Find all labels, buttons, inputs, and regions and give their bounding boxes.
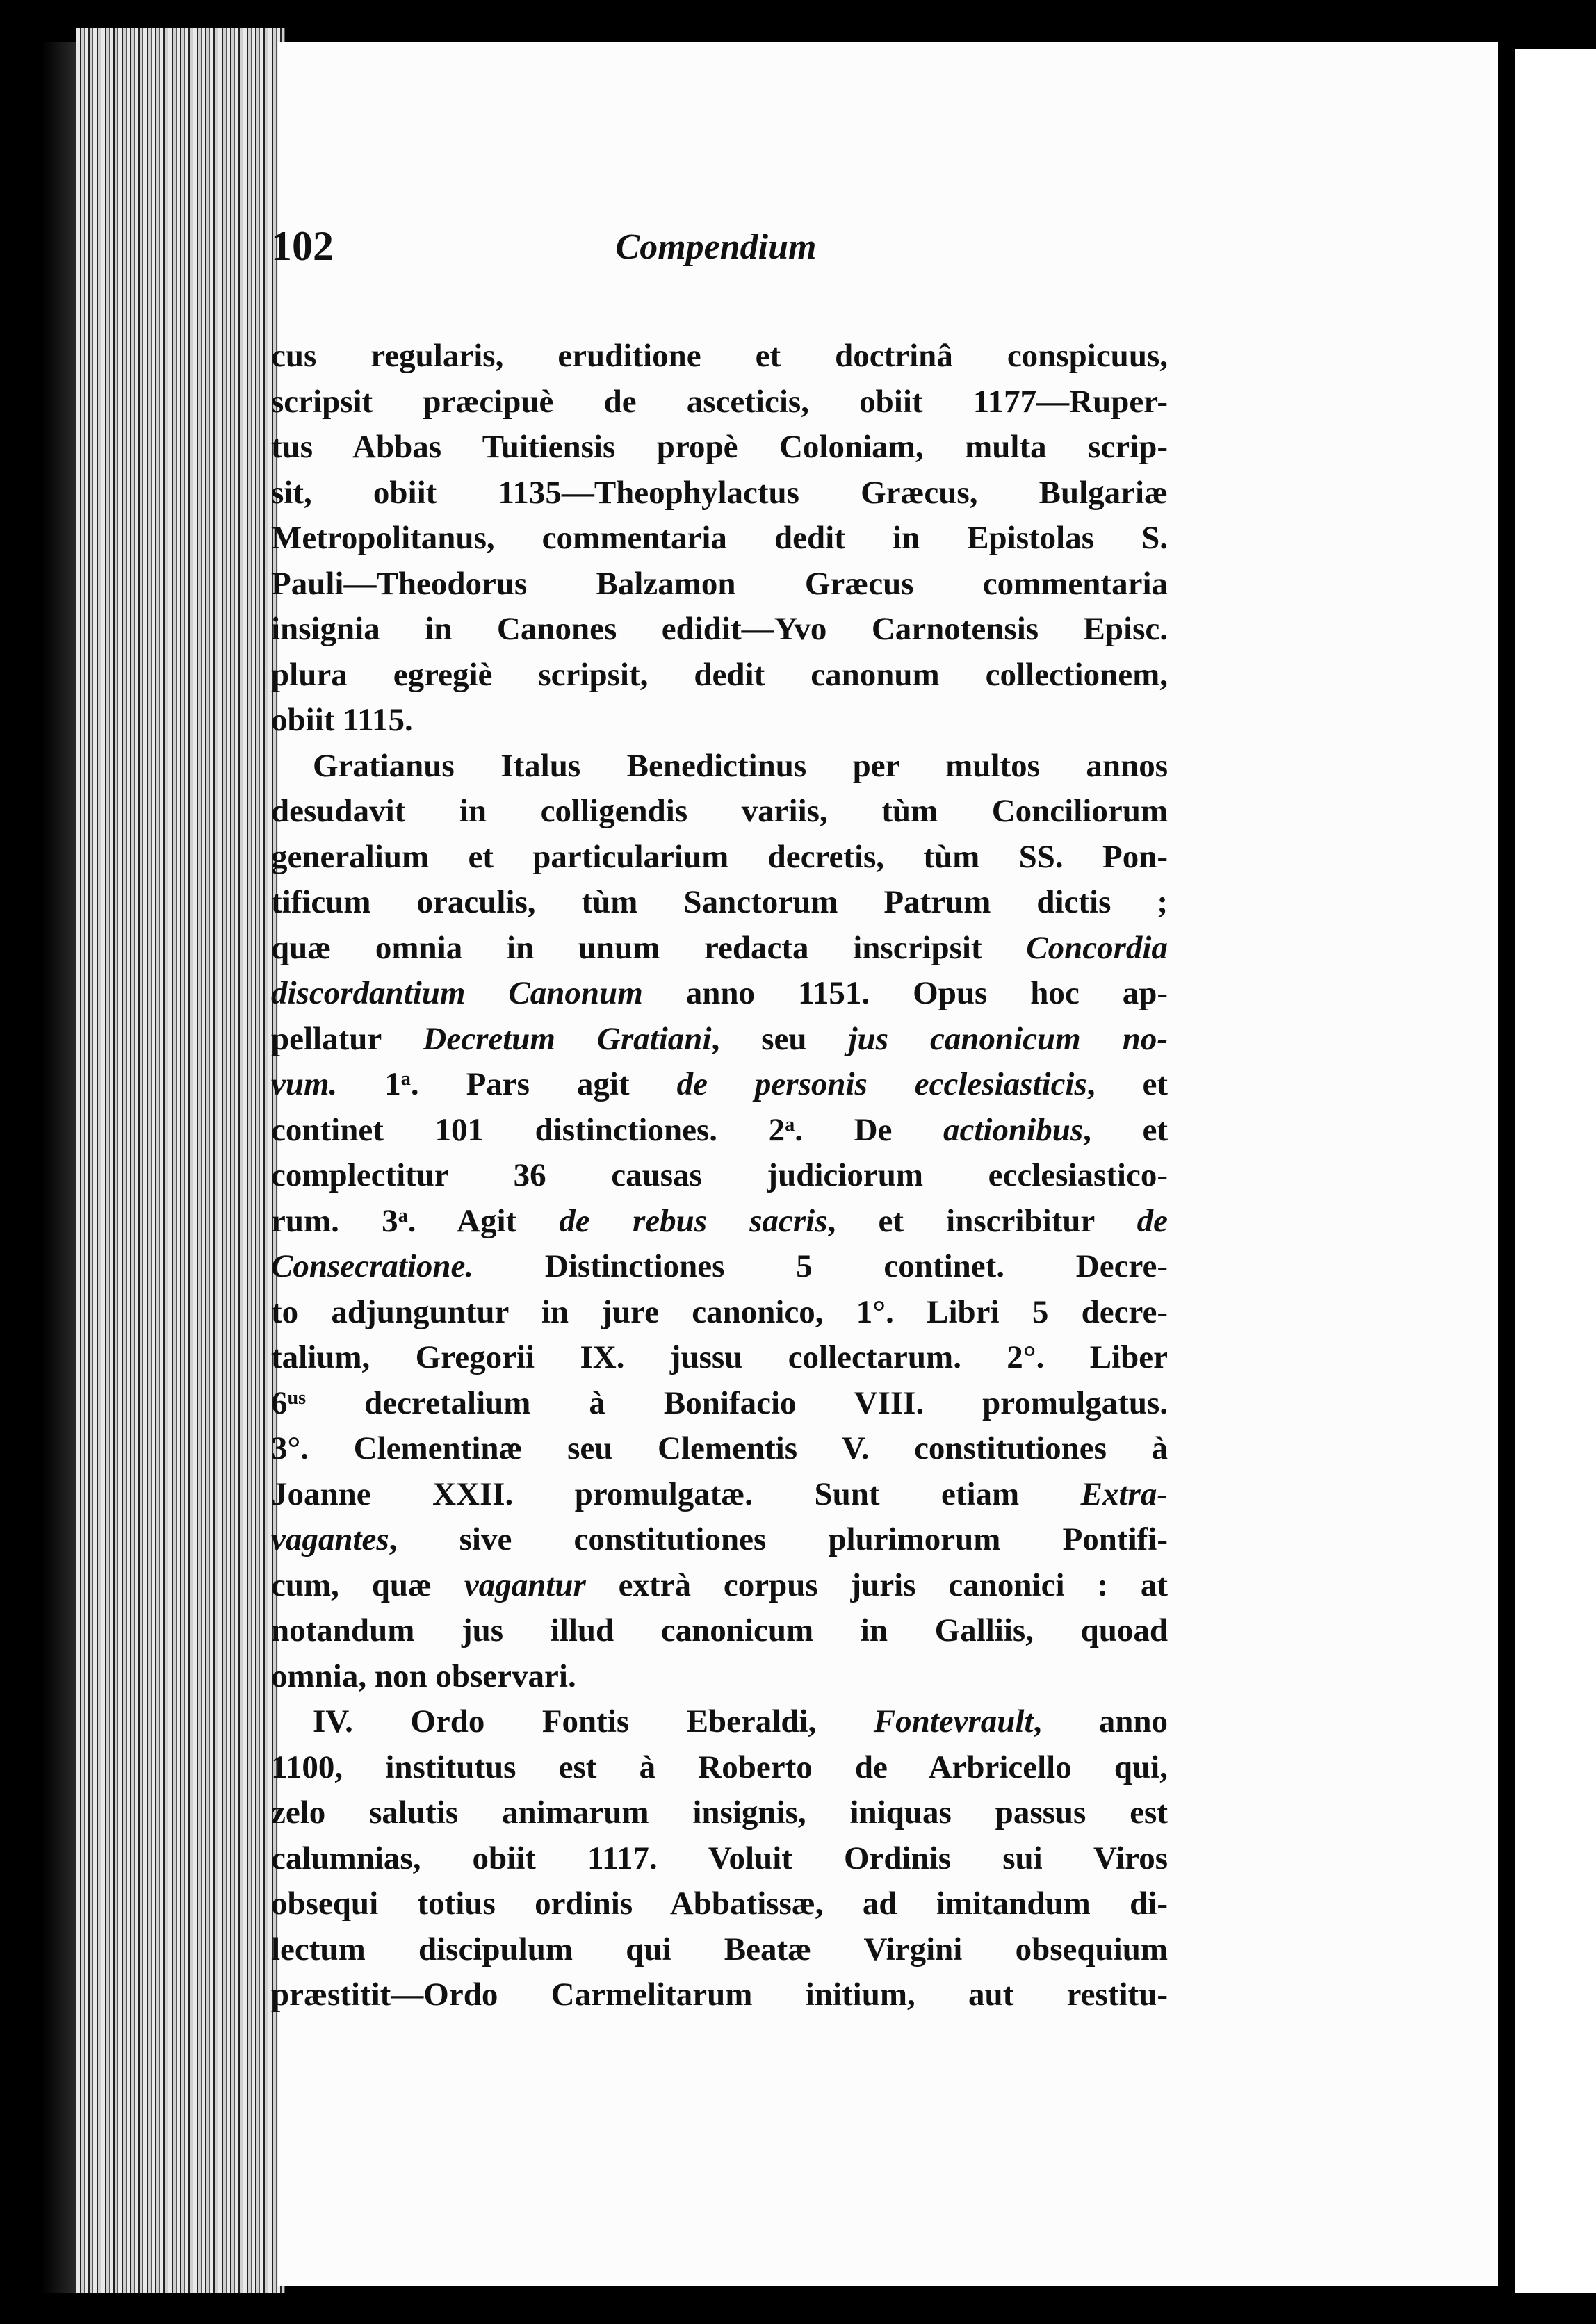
text-line: Metropolitanus, commentaria dedit in Epistolas S. xyxy=(271,520,1168,556)
text-line: quæ omnia in unum redacta inscripsit Concordia xyxy=(271,929,1168,966)
body-text xyxy=(271,334,1168,2018)
text-line: insignia in Canones edidit—Yvo Carnotensis Episc. xyxy=(271,611,1168,647)
text-line: tus Abbas Tuitiensis propè Coloniam, multa scrip- xyxy=(271,429,1168,465)
text-line: talium, Gregorii IX. jussu collectarum. 2°. Liber xyxy=(271,1339,1168,1375)
text-line: vum. 1$^a$. Pars agit de personis ecclesiasticis, et xyxy=(271,1066,1168,1102)
text-line: vagantes, sive constitutiones plurimorum Pontifi- xyxy=(271,1521,1168,1557)
text-line: rum. 3$^a$. Agit de rebus sacris, et inscribitur de xyxy=(271,1202,1168,1239)
text-line: præstitit—Ordo Carmelitarum initium, aut restitu- xyxy=(271,1977,1168,2013)
text-line: sit, obiit 1135—Theophylactus Græcus, Bulgariæ xyxy=(271,474,1168,511)
text-line: $6^{us}$ decretalium à Bonifacio VIII. promulgatus. xyxy=(271,1384,1168,1421)
text-line: IV. Ordo Fontis Eberaldi, Fontevrault, anno xyxy=(313,1703,1168,1740)
text-line: cum, quæ vagantur extrà corpus juris canonici : at xyxy=(271,1566,1168,1603)
page-number: 102 xyxy=(271,223,334,269)
text-line: calumnias, obiit 1117. Voluit Ordinis sui Viros xyxy=(271,1840,1168,1876)
running-head: Compendium xyxy=(615,227,817,267)
text-line: Joanne XXII. promulgatæ. Sunt etiam Extra- xyxy=(271,1475,1168,1512)
text-line: notandum jus illud canonicum in Galliis, quoad xyxy=(271,1612,1168,1648)
text-line: to adjunguntur in jure canonico, 1°. Libri 5 decre- xyxy=(271,1293,1168,1330)
text-line: continet 101 distinctiones. 2$^a$. De actionibus, et xyxy=(271,1111,1168,1148)
text-line: obsequi totius ordinis Abbatissæ, ad imitandum di- xyxy=(271,1885,1168,1922)
text-line: Pauli—Theodorus Balzamon Græcus commentaria xyxy=(271,565,1168,602)
text-line: desudavit in colligendis variis, tùm Conciliorum xyxy=(271,793,1168,829)
text-line: obiit 1115. xyxy=(271,702,413,738)
text-line: generalium et particularium decretis, tùm SS. Pon- xyxy=(271,838,1168,875)
text-line: 3°. Clementinæ seu Clementis V. constitutiones à xyxy=(271,1430,1168,1466)
text-line: cus regularis, eruditione et doctrinâ conspicuus, xyxy=(271,338,1168,374)
text-line: 1100, institutus est à Roberto de Arbricello qui, xyxy=(271,1749,1168,1785)
facing-page-strip xyxy=(1515,49,1596,2293)
text-line: complectitur 36 causas judiciorum ecclesiastico- xyxy=(271,1157,1168,1193)
page-header xyxy=(271,222,1161,299)
text-line: tificum oraculis, tùm Sanctorum Patrum dictis ; xyxy=(271,884,1168,920)
text-line: lectum discipulum qui Beatæ Virgini obsequium xyxy=(271,1931,1168,1967)
text-line: pellatur Decretum Gratiani, seu jus canonicum no- xyxy=(271,1020,1168,1057)
text-line: omnia, non observari. xyxy=(271,1658,576,1694)
page-edges xyxy=(76,28,285,2293)
text-line: plura egregiè scripsit, dedit canonum collectionem, xyxy=(271,656,1168,693)
text-line: scripsit præcipuè de asceticis, obiit 1177—Ruper- xyxy=(271,383,1168,420)
text-line: zelo salutis animarum insignis, iniquas passus est xyxy=(271,1794,1168,1831)
text-line: discordantium Canonum anno 1151. Opus hoc ap- xyxy=(271,975,1168,1011)
text-line: Consecratione. Distinctiones 5 continet. Decre- xyxy=(271,1248,1168,1284)
text-line: Gratianus Italus Benedictinus per multos annos xyxy=(313,747,1168,784)
